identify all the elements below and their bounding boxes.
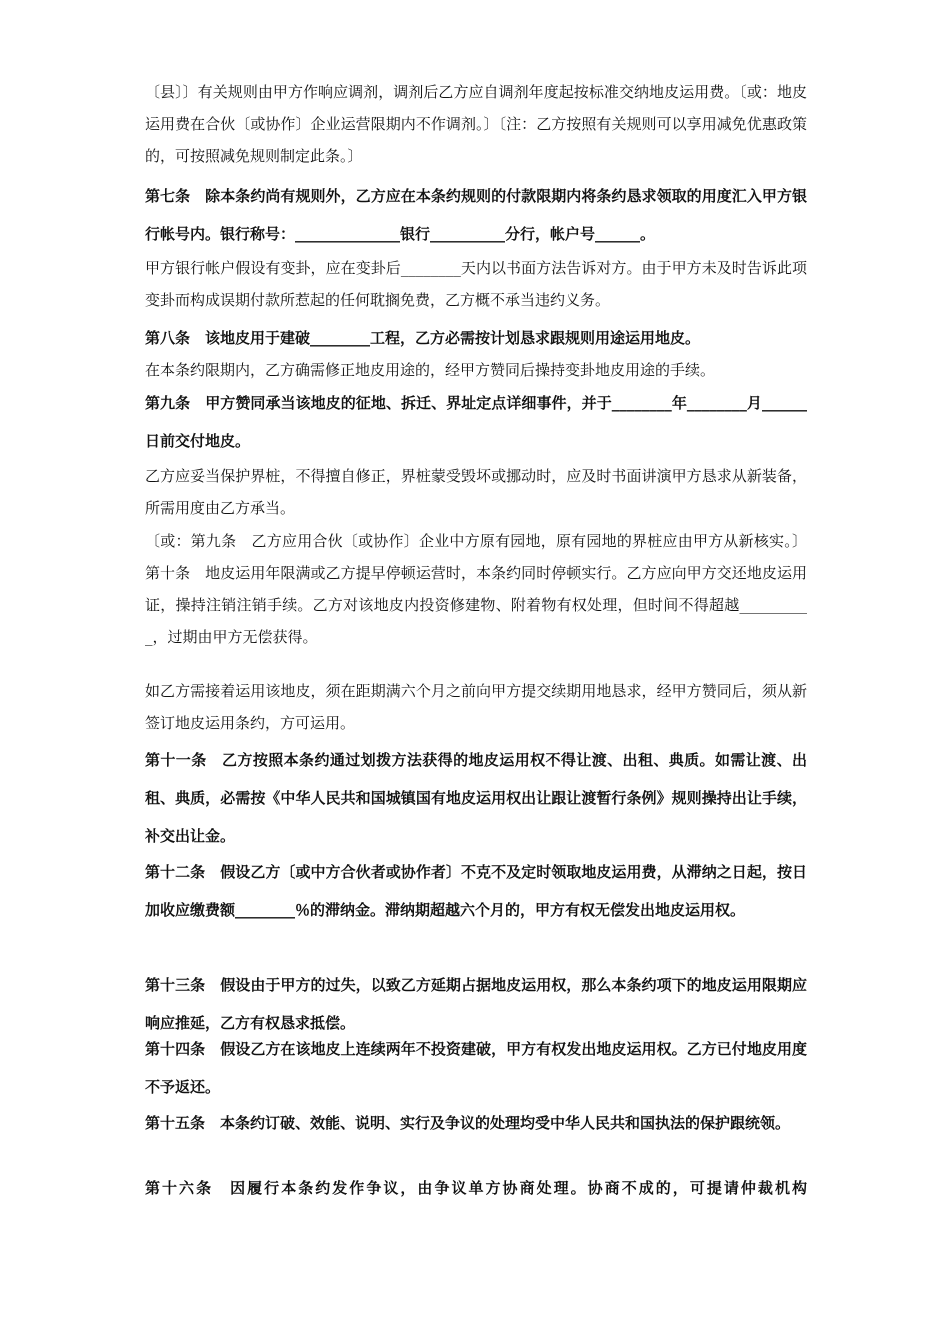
clause-13: 第十三条 假设由于甲方的过失，以致乙方延期占据地皮运用权，那么本条约项下的地皮运用限期应响应推延，乙方有权恳求抵偿。	[145, 976, 807, 1032]
clause-9-boundary-markers: 乙方应妥当保护界桩，不得擅自修正，界桩蒙受毁坏或挪动时，应及时书面讲演甲方恳求从新装备，所需用度由乙方承当。	[145, 467, 807, 517]
clause-14: 第十四条 假设乙方在该地皮上连续两年不投资建破，甲方有权发出地皮运用权。乙方已付地皮用度不予返还。	[145, 1040, 807, 1096]
clause-6-continuation: 〔县〕〕有关规则由甲方作响应调剂，调剂后乙方应自调剂年度起按标准交纳地皮运用费。〔或：地皮运用费在合伙〔或协作〕企业运营限期内不作调剂。〕〔注：乙方按照有关规则可以享用减免优惠政策的，可按照减免规则制定此条。〕	[145, 83, 807, 165]
clause-7-bank-change-note: 甲方银行帐户假设有变卦，应在变卦后________天内以书面方法告诉对方。由于甲方未及时告诉此项变卦而构成误期付款所惹起的任何耽搁免费，乙方概不承当违约义务。	[145, 259, 807, 309]
clause-7: 第七条 除本条约尚有规则外，乙方应在本条约规则的付款限期内将条约恳求领取的用度汇入甲方银行帐号内。银行称号：______________银行__________分行，帐户号______。	[145, 187, 807, 243]
clause-10-renewal: 如乙方需接着运用该地皮，须在距期满六个月之前向甲方提交续期用地恳求，经甲方赞同后，须从新签订地皮运用条约，方可运用。	[145, 682, 807, 732]
clause-8: 第八条 该地皮用于建破________工程，乙方必需按计划恳求跟规则用途运用地皮。	[145, 329, 701, 347]
clause-16: 第十六条 因履行本条约发作争议，由争议单方协商处理。协商不成的，可提请仲裁机构	[145, 1179, 807, 1197]
clause-11: 第十一条 乙方按照本条约通过划拨方法获得的地皮运用权不得让渡、出租、典质。如需让渡、出租、典质，必需按《中华人民共和国城镇国有地皮运用权出让跟让渡暂行条例》规则操持出让手续，补交出让金。	[145, 751, 807, 845]
clause-12: 第十二条 假设乙方〔或中方合伙者或协作者〕不克不及定时领取地皮运用费，从滞纳之日起，按日加收应缴费额________％的滞纳金。滞纳期超越六个月的，甲方有权无偿发出地皮运用权。	[145, 863, 807, 919]
clause-9-alt-and-clause-10: 〔或：第九条 乙方应用合伙〔或协作〕企业中方原有园地，原有园地的界桩应由甲方从新核实。〕第十条 地皮运用年限满或乙方提早停顿运营时，本条约同时停顿实行。乙方应向甲方交还地皮运用证，操持注销注销手续。乙方对该地皮内投资修建物、附着物有权处理，但时间不得超越__________，过期由甲方无偿获得。	[145, 532, 807, 646]
clause-9: 第九条 甲方赞同承当该地皮的征地、拆迁、界址定点详细事件，并于________年________月______日前交付地皮。	[145, 394, 807, 450]
clause-8-land-use-change: 在本条约限期内，乙方确需修正地皮用途的，经甲方赞同后操持变卦地皮用途的手续。	[145, 361, 716, 379]
clause-15: 第十五条 本条约订破、效能、说明、实行及争议的处理均受中华人民共和国执法的保护跟统领。	[145, 1114, 791, 1132]
